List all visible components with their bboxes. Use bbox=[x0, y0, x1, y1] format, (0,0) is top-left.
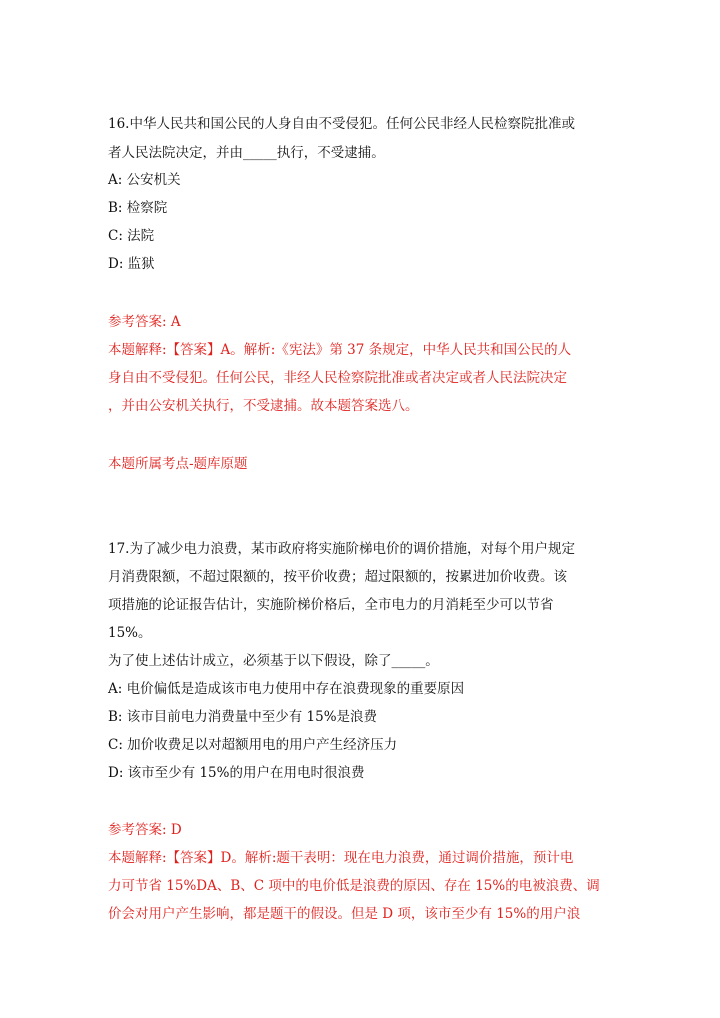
q17-stem-line-2: 月消费限额，不超过限额的，按平价收费；超过限额的，按累进加价收费。该 bbox=[108, 569, 567, 585]
q16-option-a: A: 公安机关 bbox=[108, 172, 181, 188]
q16-stem-line-2: 者人民法院决定，并由_____执行，不受逮捕。 bbox=[108, 145, 385, 161]
q17-option-d: D: 该市至少有 15%的用户在用电时很浪费 bbox=[108, 765, 365, 781]
q17-explanation-line-3: 价会对用户产生影响，都是题干的假设。但是 D 项，该市至少有 15%的用户浪 bbox=[108, 906, 581, 922]
q16-topic-tag: 本题所属考点-题库原题 bbox=[108, 456, 248, 472]
q17-stem-line-4: 15%。 bbox=[108, 625, 152, 641]
q17-explanation-line-2: 力可节省 15%DA、B、C 项中的电价低是浪费的原因、存在 15%的电被浪费、调 bbox=[108, 878, 600, 894]
q17-stem-line-1: 17.为了减少电力浪费，某市政府将实施阶梯电价的调价措施，对每个用户规定 bbox=[108, 541, 575, 557]
q16-explanation-line-3: ，并由公安机关执行，不受逮捕。故本题答案选八。 bbox=[108, 398, 419, 414]
q16-explanation-line-1: 本题解释:【答案】A。解析:《宪法》第 37 条规定，中华人民共和国公民的人 bbox=[108, 342, 572, 358]
q16-stem-line-1: 16.中华人民共和国公民的人身自由不受侵犯。任何公民非经人民检察院批准或 bbox=[108, 116, 575, 132]
q16-explanation-line-2: 身自由不受侵犯。任何公民，非经人民检察院批准或者决定或者人民法院决定 bbox=[108, 370, 567, 386]
q17-stem-line-5: 为了使上述估计成立，必须基于以下假设，除了_____。 bbox=[108, 653, 439, 669]
q16-answer: 参考答案: A bbox=[108, 314, 181, 330]
q17-explanation-line-1: 本题解释:【答案】D。解析:题干表明：现在电力浪费，通过调价措施，预计电 bbox=[108, 850, 574, 866]
q16-option-c: C: 法院 bbox=[108, 228, 155, 244]
q16-option-b: B: 检察院 bbox=[108, 200, 168, 216]
q17-option-a: A: 电价偏低是造成该市电力使用中存在浪费现象的重要原因 bbox=[108, 681, 465, 697]
q17-option-c: C: 加价收费足以对超额用电的用户产生经济压力 bbox=[108, 737, 398, 753]
q17-stem-line-3: 项措施的论证报告估计，实施阶梯价格后，全市电力的月消耗至少可以节省 bbox=[108, 597, 554, 613]
q17-answer: 参考答案: D bbox=[108, 822, 182, 838]
q16-option-d: D: 监狱 bbox=[108, 256, 155, 272]
q17-option-b: B: 该市目前电力消费量中至少有 15%是浪费 bbox=[108, 709, 378, 725]
